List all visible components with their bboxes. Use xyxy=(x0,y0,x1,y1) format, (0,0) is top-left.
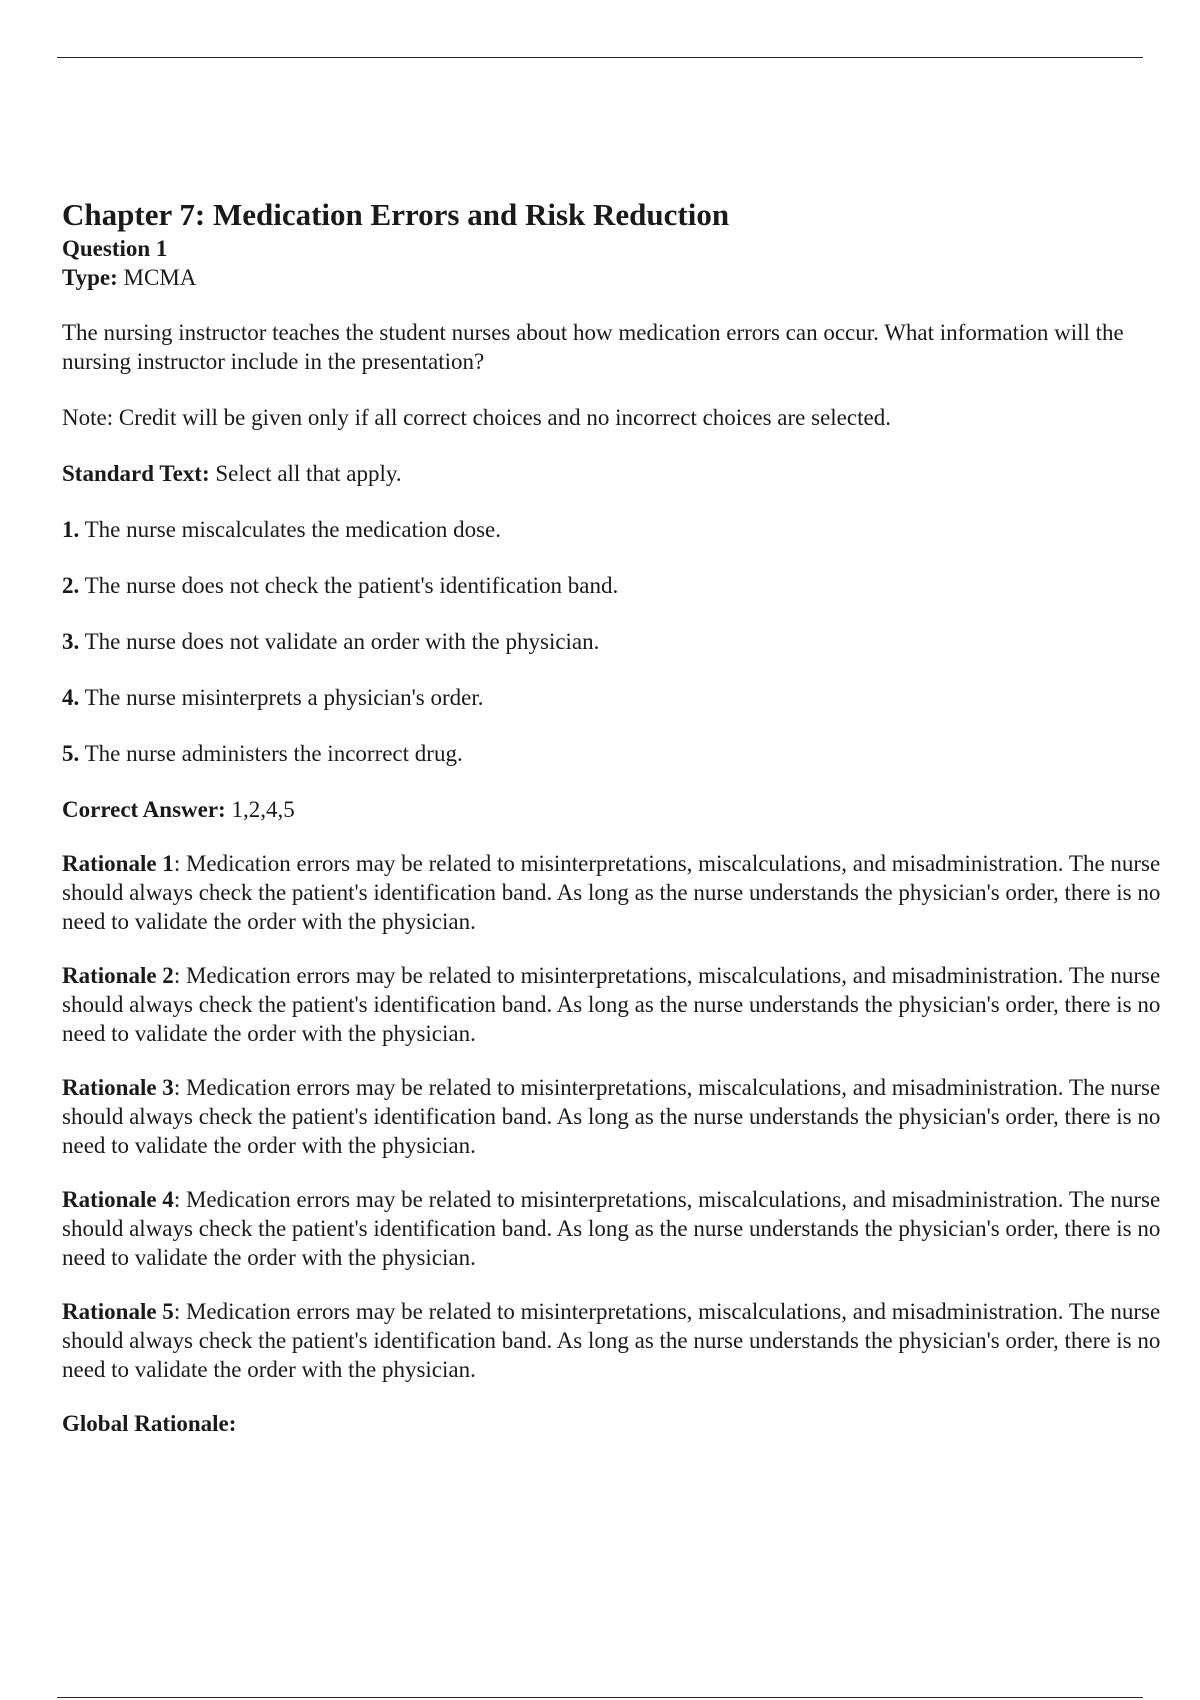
bottom-rule xyxy=(57,1697,1143,1698)
answer-choice xyxy=(62,571,1162,600)
choice-text: The nurse misinterprets a physician's order. xyxy=(84,685,484,710)
choice-number: 3. xyxy=(62,629,80,654)
choice-text: The nurse does not check the patient's identification band. xyxy=(84,573,619,598)
choice-number: 2. xyxy=(62,573,80,598)
rationale-label: Rationale 2 xyxy=(62,963,174,988)
answer-choice xyxy=(62,627,1162,656)
rationale-text: : Medication errors may be related to misinterpretations, miscalculations, and misadministration. The nurse should always check the patient's identification band. As long as the nurse understands the physician's order, there is no need to validate the order with the physician. xyxy=(62,1299,1161,1382)
standard-label: Standard Text: xyxy=(62,461,210,486)
choice-number: 4. xyxy=(62,685,80,710)
credit-note: Note: Credit will be given only if all correct choices and no incorrect choices are selected. xyxy=(62,405,891,430)
rationale xyxy=(62,1073,1162,1160)
answer-choice xyxy=(62,683,1162,712)
rationale-text: : Medication errors may be related to misinterpretations, miscalculations, and misadministration. The nurse should always check the patient's identification band. As long as the nurse understands the physician's order, there is no need to validate the order with the physician. xyxy=(62,1075,1161,1158)
chapter-title: Chapter 7: Medication Errors and Risk Reduction xyxy=(62,197,730,232)
choice-text: The nurse miscalculates the medication dose. xyxy=(84,517,502,542)
correct-answer xyxy=(62,795,1162,824)
standard-text xyxy=(62,459,1162,488)
rationale xyxy=(62,849,1162,936)
question-type xyxy=(62,263,1162,292)
rationale-label: Rationale 5 xyxy=(62,1299,174,1324)
rationale-text: : Medication errors may be related to misinterpretations, miscalculations, and misadministration. The nurse should always check the patient's identification band. As long as the nurse understands the physician's order, there is no need to validate the order with the physician. xyxy=(62,963,1161,1046)
top-rule xyxy=(57,57,1143,58)
type-value: MCMA xyxy=(123,265,197,290)
answer-choice xyxy=(62,739,1162,768)
correct-answer-label: Correct Answer: xyxy=(62,797,226,822)
type-label: Type: xyxy=(62,265,118,290)
rationale xyxy=(62,1297,1162,1384)
rationale-label: Rationale 1 xyxy=(62,851,174,876)
choice-number: 5. xyxy=(62,741,80,766)
question-stem: The nursing instructor teaches the student nurses about how medication errors can occur. What information will the nursing instructor include in the presentation? xyxy=(62,320,1124,374)
rationale-label: Rationale 4 xyxy=(62,1187,174,1212)
rationale xyxy=(62,961,1162,1048)
choice-text: The nurse administers the incorrect drug. xyxy=(84,741,463,766)
correct-answer-value: 1,2,4,5 xyxy=(231,797,295,822)
document-body xyxy=(62,196,1162,1438)
choice-number: 1. xyxy=(62,517,80,542)
rationale xyxy=(62,1185,1162,1272)
global-rationale-label: Global Rationale: xyxy=(62,1411,237,1436)
standard-value: Select all that apply. xyxy=(215,461,402,486)
answer-choice xyxy=(62,515,1162,544)
rationale-text: : Medication errors may be related to misinterpretations, miscalculations, and misadministration. The nurse should always check the patient's identification band. As long as the nurse understands the physician's order, there is no need to validate the order with the physician. xyxy=(62,851,1161,934)
question-label: Question 1 xyxy=(62,236,168,261)
rationale-label: Rationale 3 xyxy=(62,1075,174,1100)
choice-text: The nurse does not validate an order with the physician. xyxy=(84,629,600,654)
rationale-text: : Medication errors may be related to misinterpretations, miscalculations, and misadministration. The nurse should always check the patient's identification band. As long as the nurse understands the physician's order, there is no need to validate the order with the physician. xyxy=(62,1187,1161,1270)
